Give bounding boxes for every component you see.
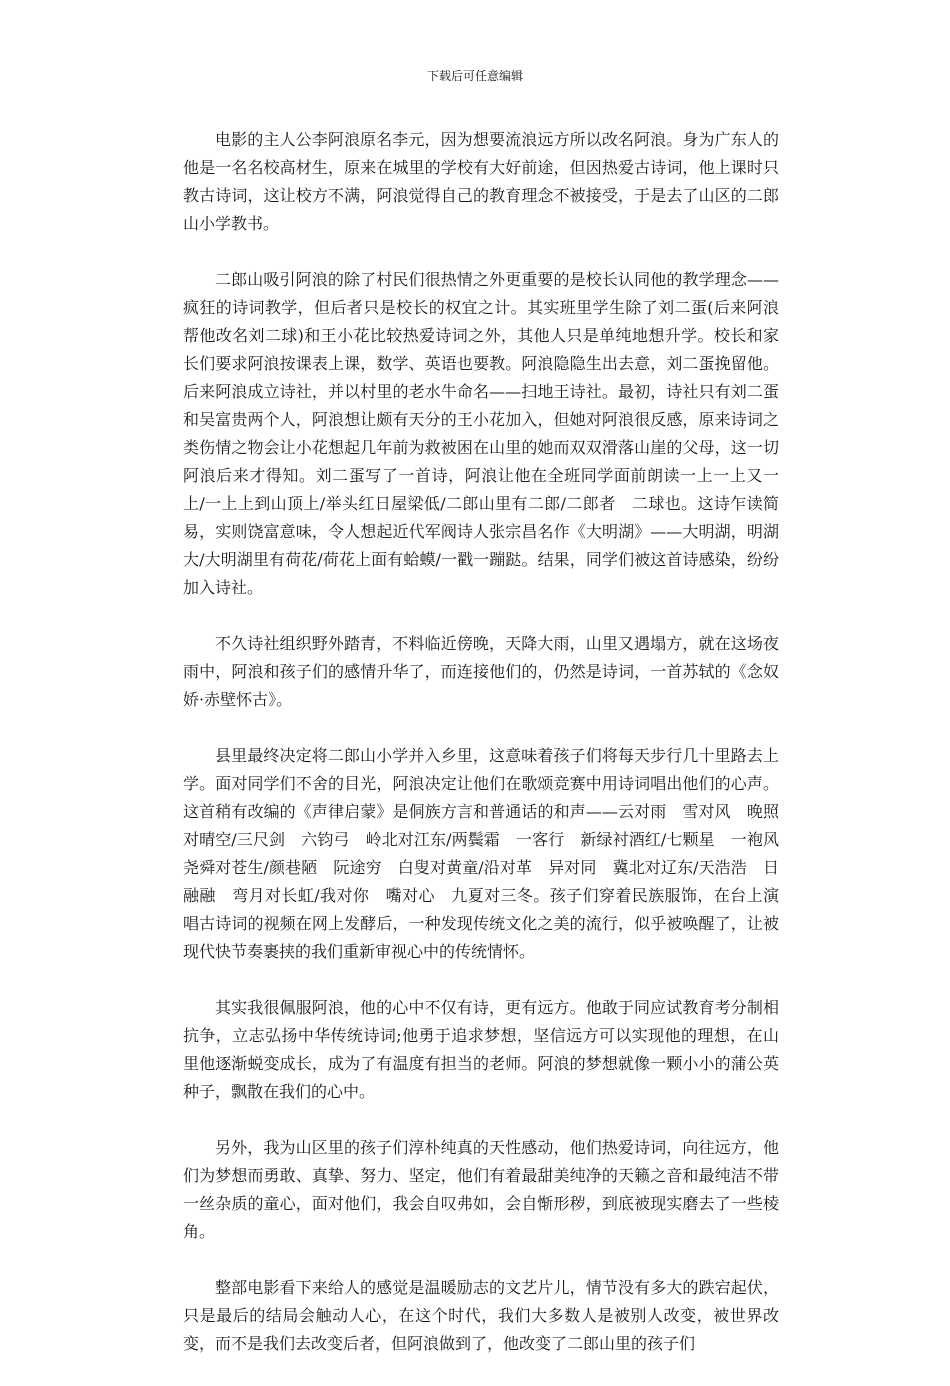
paragraph-7: 整部电影看下来给人的感觉是温暖励志的文艺片儿，情节没有多大的跌宕起伏，只是最后的结局会触动人心，在这个时代，我们大多数人是被别人改变，被世界改变，而不是我们去改变后者，但阿浪做到了，他改变了二郎山里的孩子们 [183,1278,779,1353]
paragraph-3: 不久诗社组织野外踏青，不料临近傍晚，天降大雨，山里又遇塌方，就在这场夜雨中，阿浪和孩子们的感情升华了，而连接他们的，仍然是诗词，一首苏轼的《念奴娇·赤壁怀古》。 [183,634,779,709]
paragraph-1: 电影的主人公李阿浪原名李元，因为想要流浪远方所以改名阿浪。身为广东人的他是一名名校高材生，原来在城里的学校有大好前途，但因热爱古诗词，他上课时只教古诗词，这让校方不满，阿浪觉得自己的教育理念不被接受，于是去了山区的二郎山小学教书。 [183,130,779,233]
document-body [183,126,796,1386]
paragraph-6: 另外，我为山区里的孩子们淳朴纯真的天性感动，他们热爱诗词，向往远方，他们为梦想而勇敢、真挚、努力、坚定，他们有着最甜美纯净的天籁之音和最纯洁不带一丝杂质的童心，面对他们，我会自叹弗如，会自惭形秽，到底被现实磨去了一些棱角。 [183,1138,779,1241]
paragraph-5: 其实我很佩服阿浪，他的心中不仅有诗，更有远方。他敢于同应试教育考分制相抗争，立志弘扬中华传统诗词;他勇于追求梦想，坚信远方可以实现他的理想，在山里他逐渐蜕变成长，成为了有温度有担当的老师。阿浪的梦想就像一颗小小的蒲公英种子，飘散在我们的心中。 [183,998,779,1101]
paragraph-4: 县里最终决定将二郎山小学并入乡里，这意味着孩子们将每天步行几十里路去上学。面对同学们不舍的目光，阿浪决定让他们在歌颂竞赛中用诗词唱出他们的心声。这首稍有改编的《声律启蒙》是侗族方言和普通话的和声——云对雨 雪对风 晚照对晴空/三尺剑 六钧弓 岭北对江东/两鬓霜 一客行 新绿衬酒红/七颗星 一袍风 尧舜对苍生/颜巷陋 阮途穷 白叟对黄童/沿对革 异对同 冀北对辽东/天浩浩 日融融 弯月对长虹/我对你 嘴对心 九夏对三冬。孩子们穿着民族服饰，在台上演唱古诗词的视频在网上发酵后，一种发现传统文化之美的流行，似乎被唤醒了，让被现代快节奏裹挟的我们重新审视心中的传统情怀。 [183,746,796,961]
page-header: 下载后可任意编辑 [426,69,523,83]
paragraph-2: 二郎山吸引阿浪的除了村民们很热情之外更重要的是校长认同他的教学理念——疯狂的诗词教学，但后者只是校长的权宜之计。其实班里学生除了刘二蛋(后来阿浪帮他改名刘二球)和王小花比较热爱诗词之外，其他人只是单纯地想升学。校长和家长们要求阿浪按课表上课，数学、英语也要教。阿浪隐隐生出去意，刘二蛋挽留他。后来阿浪成立诗社，并以村里的老水牛命名——扫地王诗社。最初，诗社只有刘二蛋和吴富贵两个人，阿浪想让颇有天分的王小花加入，但她对阿浪很反感，原来诗词之类伤情之物会让小花想起几年前为救被困在山里的她而双双滑落山崖的父母，这一切阿浪后来才得知。刘二蛋写了一首诗，阿浪让他在全班同学面前朗读一上一上又一上/一上上到山顶上/举头红日屋梁低/二郎山里有二郎/二郎者 二球也。这诗乍读简易，实则饶富意味，令人想起近代军阀诗人张宗昌名作《大明湖》——大明湖，明湖大/大明湖里有荷花/荷花上面有蛤蟆/一戳一蹦跶。结果，同学们被这首诗感染，纷纷加入诗社。 [183,270,779,597]
